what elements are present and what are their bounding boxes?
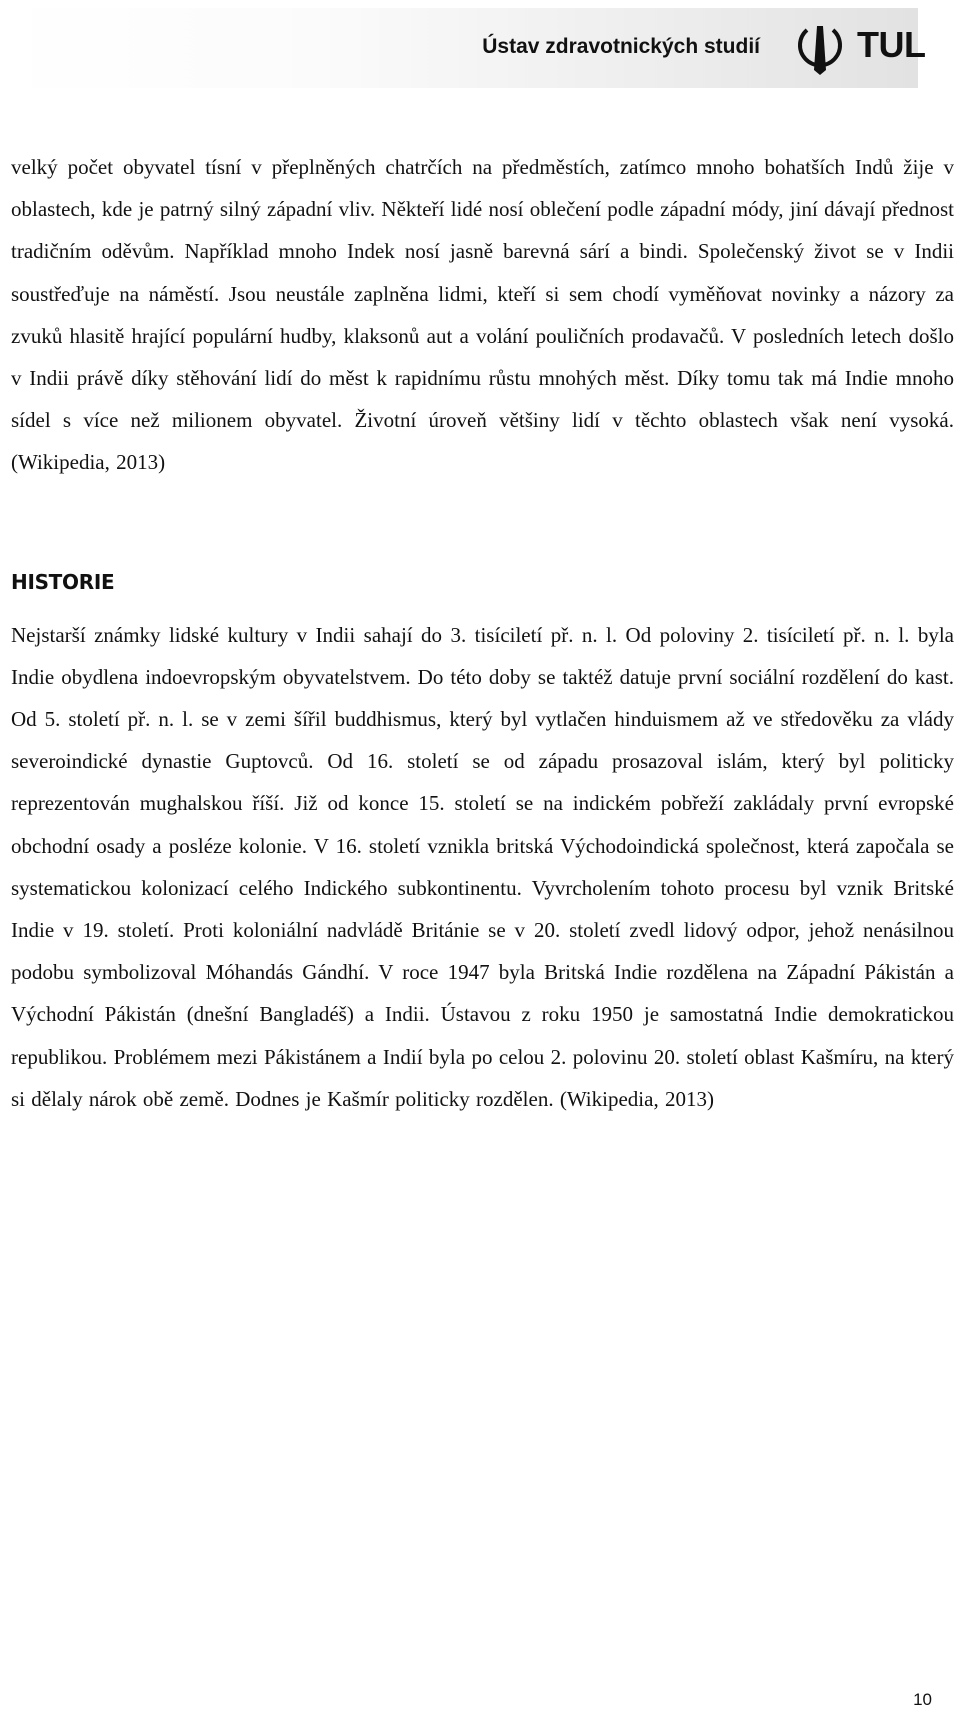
- institute-name: Ústav zdravotnických studií: [482, 35, 760, 58]
- page-number: 10: [913, 1690, 932, 1709]
- logo-text: TUL: [857, 24, 926, 65]
- paragraph-intro: velký počet obyvatel tísní v přeplněných chatrčích na předměstích, zatímco mnoho bohatších Indů žije v oblastech, kde je patrný silný západní vliv. Někteří lidé nosí oblečení podle západní módy, jiní dávají přednost tradičním oděvům. Například mnoho Indek nosí jasně barevná sárí a bindi. Společenský život se v Indii soustřeďuje na náměstí. Jsou neustále zaplněna lidmi, kteří si sem chodí vyměňovat novinky a názory za zvuků hlasitě hrající populární hudby, klaksonů aut a volání pouličních prodavačů. V posledních letech došlo v Indii právě díky stěhování lidí do měst k rapidnímu růstu mnohých měst. Díky tomu tak má Indie mnoho sídel s více než milionem obyvatel. Životní úroveň většiny lidí v těchto oblastech však není vysoká. (Wikipedia, 2013): [11, 155, 954, 475]
- header-band: [0, 8, 918, 88]
- tul-logo-icon: [795, 22, 845, 76]
- paragraph-history: Nejstarší známky lidské kultury v Indii sahají do 3. tisíciletí př. n. l. Od poloviny 2. tisíciletí př. n. l. byla Indie obydlena indoevropským obyvatelstvem. Do této doby se taktéž datuje první sociální rozdělení do kast. Od 5. století př. n. l. se v zemi šířil buddhismus, který byl vytlačen hinduismem až ve středověku za vlády severoindické dynastie Guptovců. Od 16. století se od západu prosazoval islám, který byl politicky reprezentován mughalskou říší. Již od konce 15. století se na indickém pobřeží zakládaly první evropské obchodní osady a posléze kolonie. V 16. století vznikla britská Východoindická společnost, která započala se systematickou kolonizací celého Indického subkontinentu. Vyvrcholením tohoto procesu byl vznik Britské Indie v 19. století. Proti koloniální nadvládě Británie se v 20. století zvedl lidový odpor, jehož nenásilnou podobu symbolizoval Móhandás Gándhí. V roce 1947 byla Britská Indie rozdělena na Západní Pákistán a Východní Pákistán (dnešní Bangladéš) a Indii. Ústavou z roku 1950 je samostatná Indie demokratickou republikou. Problémem mezi Pákistánem a Indií byla po celou 2. polovinu 20. století oblast Kašmíru, na který si dělaly nárok obě země. Dodnes je Kašmír politicky rozdělen. (Wikipedia, 2013): [11, 622, 954, 1111]
- document-body: [11, 146, 954, 1120]
- section-heading: HISTORIE: [11, 569, 115, 594]
- page-header: [0, 0, 960, 104]
